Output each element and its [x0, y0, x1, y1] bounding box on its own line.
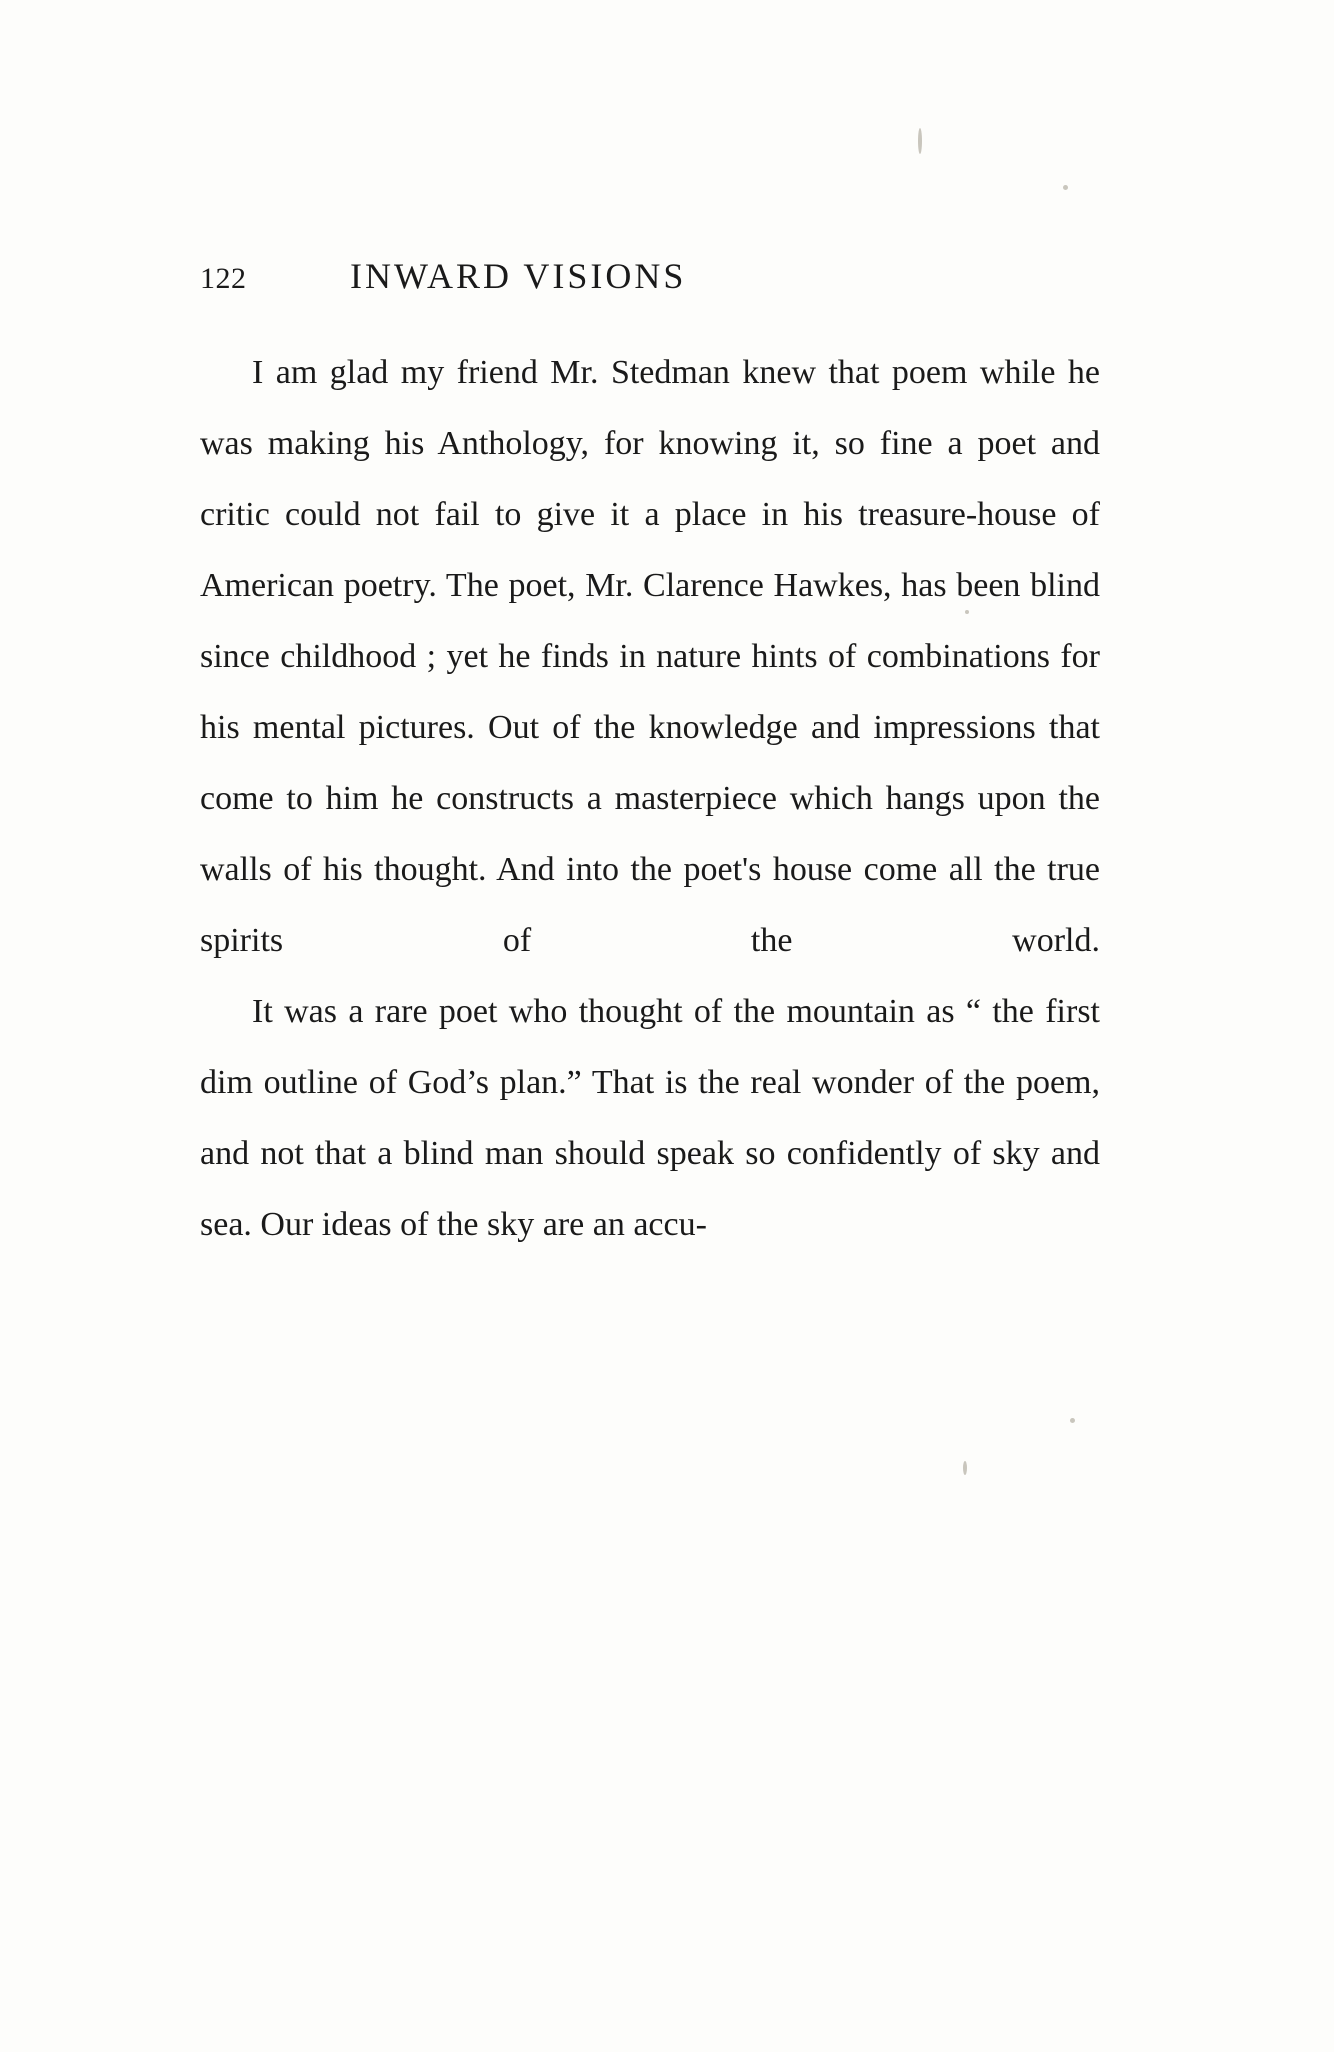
body-paragraph-1: I am glad my friend Mr. Stedman knew that poem while he was making his Anthology, for knowing it, so fine a poet and critic could not fail to give it a place in his treasure-house of American poetry. The poet, Mr. Clarence Hawkes, has been blind since childhood ; yet he finds in nature hints of combinations for his mental pictures. Out of the knowledge and impressions that come to him he constructs a masterpiece which hangs upon the walls of his thought. And into the poet's house come all the true spirits of the world.	[200, 354, 1100, 959]
page-number: 122	[200, 262, 247, 295]
paper-speck	[1070, 1418, 1075, 1423]
body-paragraph-2: It was a rare poet who thought of the mountain as “ the first dim outline of God’s plan.” That is the real wonder of the poem, and not that a blind man should speak so confidently of sky and sea. Our ideas of the sky are an accu-	[200, 993, 1100, 1243]
page-header	[200, 255, 1100, 297]
running-head-title: INWARD VISIONS	[350, 256, 687, 296]
paper-speck	[918, 128, 922, 154]
paper-speck	[1063, 185, 1068, 190]
paper-speck	[963, 1461, 967, 1475]
page-content	[200, 255, 1100, 1260]
